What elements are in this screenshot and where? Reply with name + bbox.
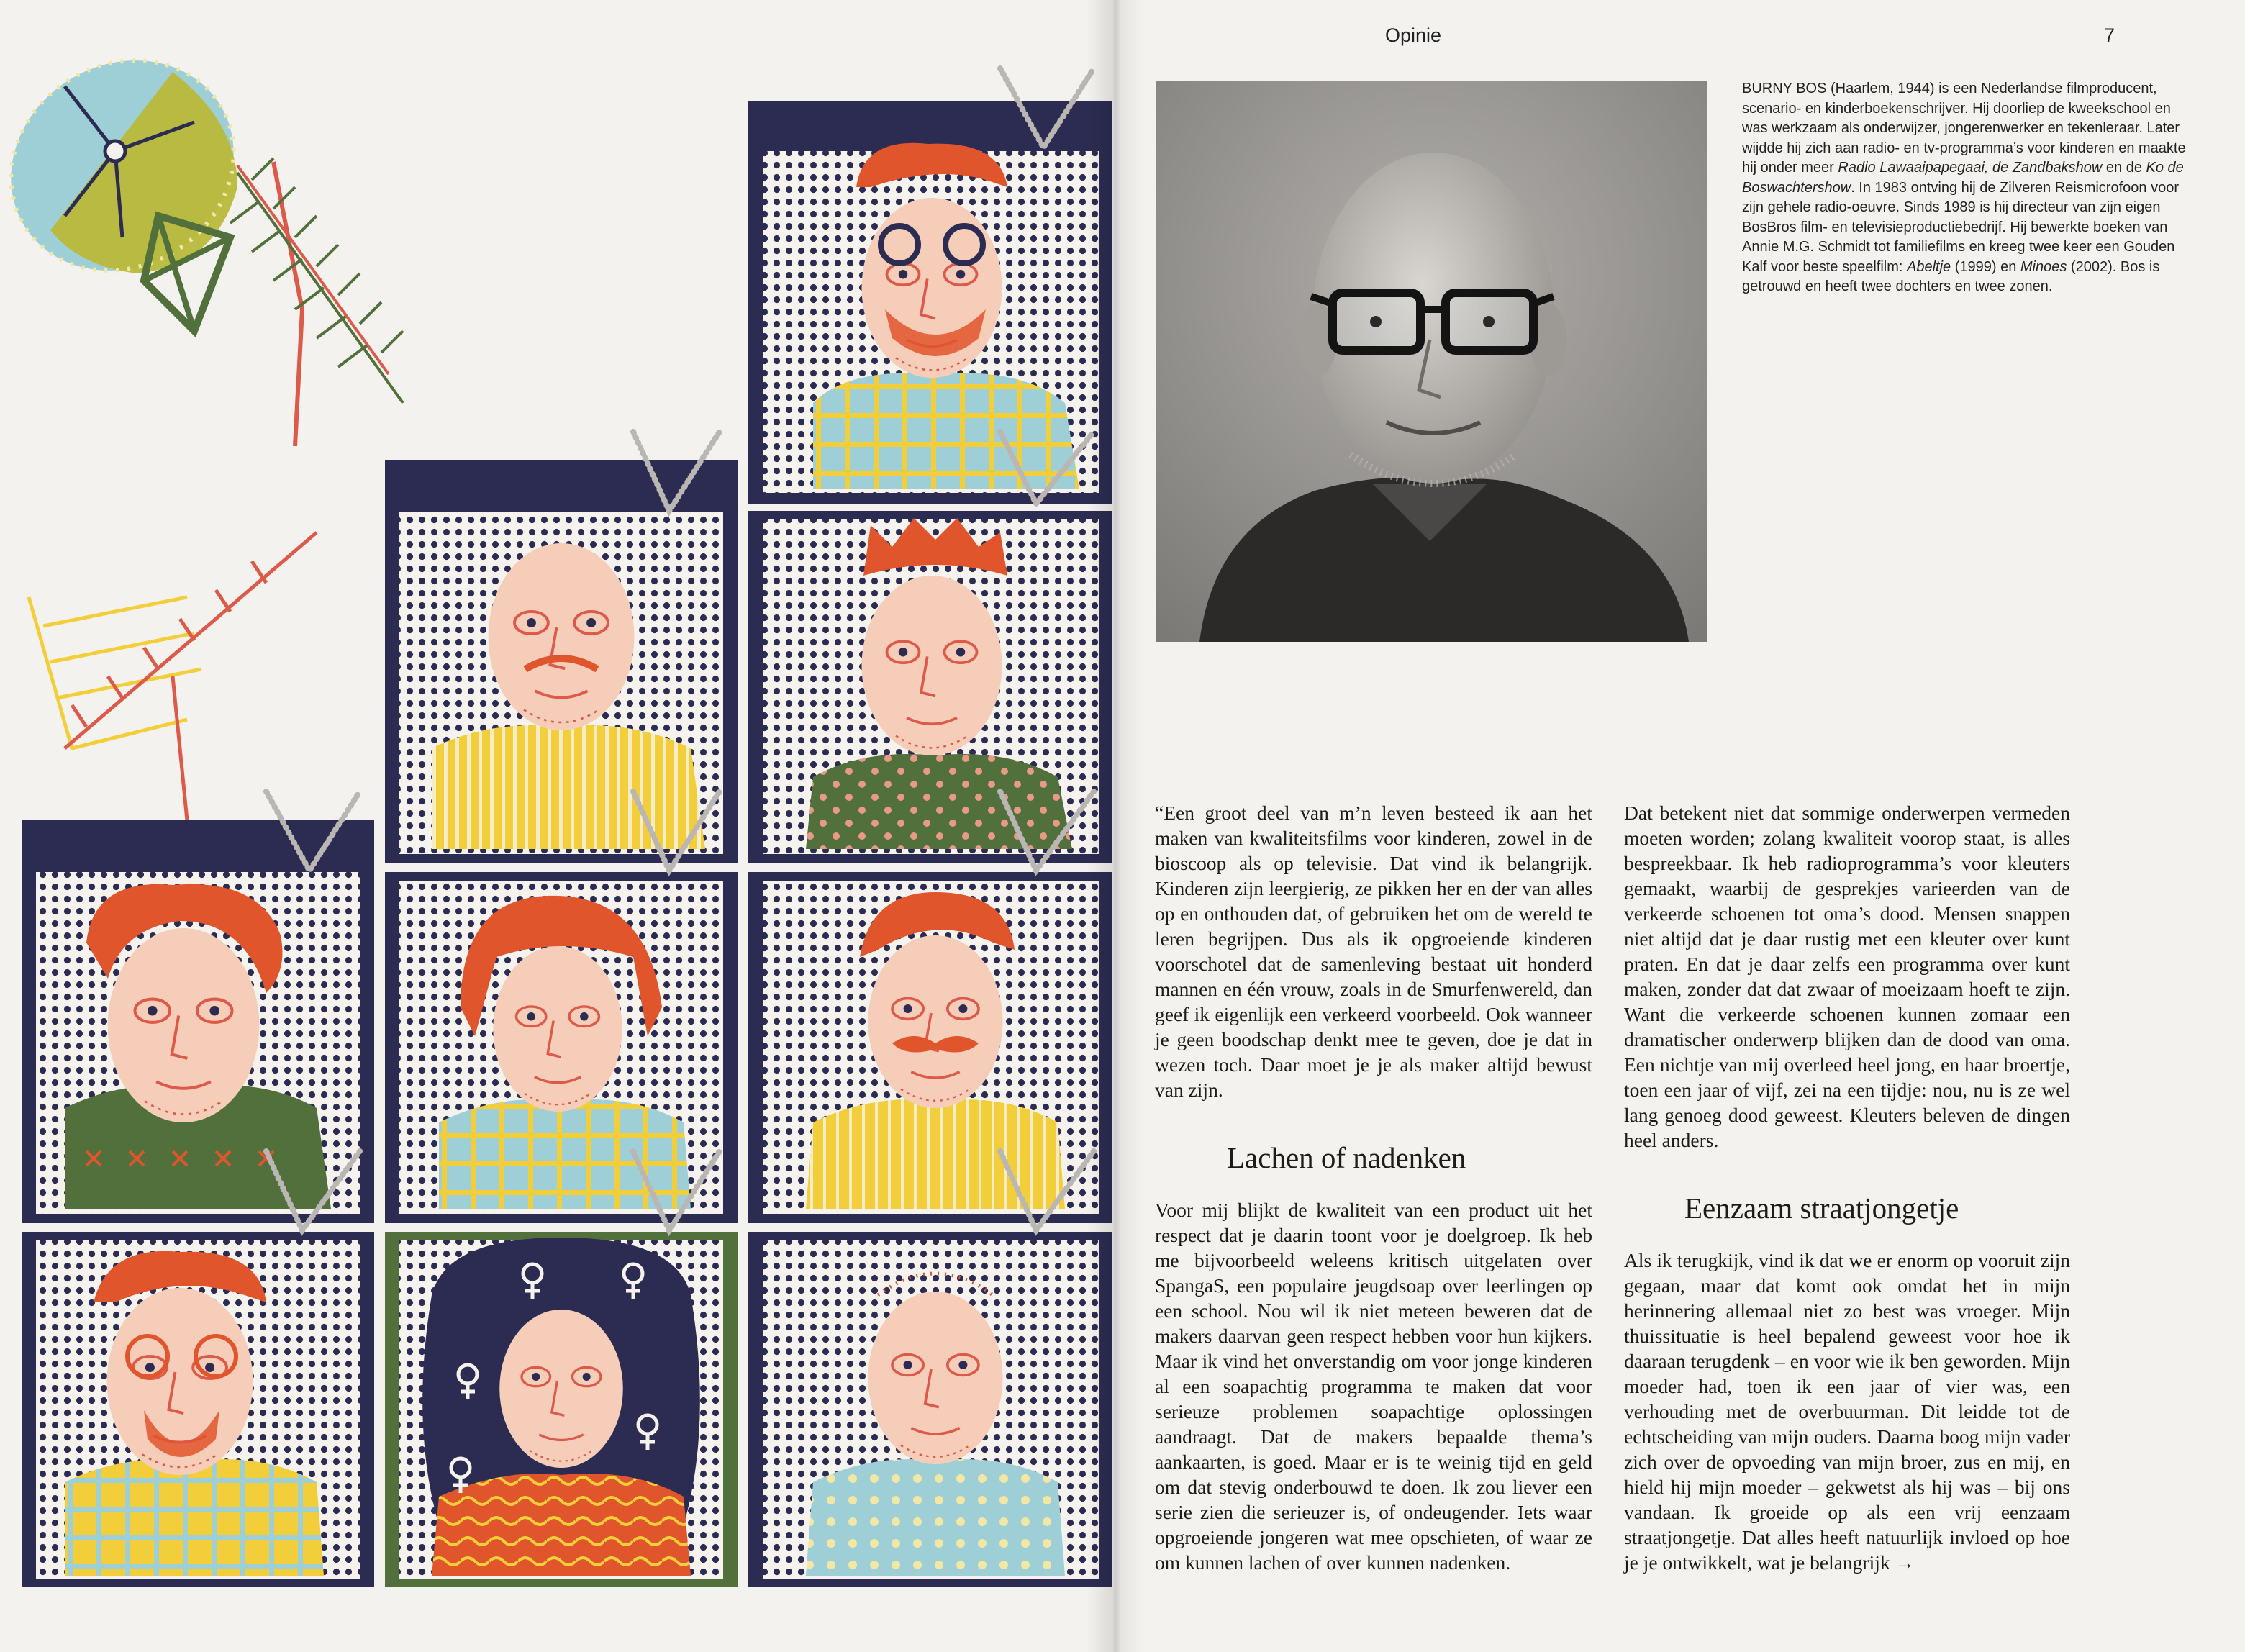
subheading-eenzaam: Eenzaam straatjongetje <box>1684 1192 1959 1225</box>
book-gutter <box>1087 0 1144 1652</box>
column-1-intro: “Een groot deel van m’n leven besteed ik aan het maken van kwaliteitsfilms voor kinderen, zowel in de bioscoop als op televisie. Dat vind ik belangrijk. Kinderen zijn leergierig, ze pikken her en der van alles op en onthouden dat, of gebruiken het om de wereld te leren begrijpen. Dus als ik opgroeiende kinderen voorschotel dat de samenleving bestaat uit honderd mannen en één vrouw, zoals in de Smurfenwereld, dan geef ik eigenlijk een verkeerd voorbeeld. Ook wanneer je geen boodschap denkt mee te geven, doe je dat in wezen toch. Daar moet je je als maker altijd bewust van zijn. <box>1155 802 1592 1101</box>
column-1-body: Voor mij blijkt de kwaliteit van een product uit het respect dat je daarin toont voor je doelgroep. Ik heb me bijvoorbeeld weleens kritisch uitgelaten over SpangaS, een populaire jeugdsoap over leerlingen op een school. Nou wil ik niet meteen beweren dat de makers daarvan geen respect hebben voor hun kijkers. Maar ik vind het onverstandig om voor jonge kinderen al een soapachtig programma te maken dat voor serieuze problemen soapachtige oplossingen aandraagt. Dat de makers bepaalde thema’s aankaarten, is goed. Maar er is te weinig tijd en geld om dat stevig onderbouwd te doen. Ik zou liever een serie zien die serieuzer is, of ondeugender. Iets waar opgroeiende jongeren wat mee opschieten, of waar ze om kunnen lachen of over kunnen nadenken. <box>1155 1199 1592 1574</box>
bio-text-4: (1999) en <box>1951 258 2020 275</box>
tv-box-1 <box>748 101 1112 504</box>
author-bio <box>1742 79 2195 297</box>
antenna-red-2 <box>65 532 317 820</box>
bio-name: BURNY BOS <box>1742 81 1827 96</box>
bio-text-1: (Haarlem, 1944) is een Nederlandse filmproducent, scenario- en kinderboekenschrijver. Hij doorliep de kweekschool en was werkzaam als onderwijzer, jongerenwerker en tekenleraar. Later wijdde hij zich aan radio- en tv-programma’s voor kinderen en maakte hij onder meer <box>1742 81 2186 176</box>
article-column-1 <box>1155 800 1592 1575</box>
section-label: Opinie <box>1385 24 1442 46</box>
bio-text-2: en de <box>2102 160 2146 176</box>
tv-box-6 <box>748 872 1112 1223</box>
portrait-photo <box>1156 81 1707 642</box>
illustration <box>0 0 1112 1652</box>
column-2-intro: Dat betekent niet dat sommige onderwerpen vermeden moeten worden; zolang kwaliteit voorop staat, is alles bespreekbaar. Ik heb radioprogramma’s voor kleuters gemaakt, waarbij de gesprekjes varieerden van de verkeerde schoenen tot oma’s dood. Mensen snappen niet altijd dat je daar rustig met een kleuter over kunt praten. En dat je daar zelfs een programma over kunt maken, zonder dat dat zwaar of moeizaam hoeft te zijn. Want die verkeerde schoenen kunnen zomaar een dramatischer onderwerp blijken dan de dood van oma. Een nichtje van mij overleed heel jong, en haar broertje, toen een jaar of vijf, zei na een tijdje: nou, nu is ze wel lang genoeg dood geweest. Kleuters beleven de dingen heel anders. <box>1624 802 2070 1151</box>
bio-title-4: Minoes <box>2020 258 2067 275</box>
antenna-yellow <box>29 597 201 748</box>
article-column-2 <box>1624 800 2070 1575</box>
subheading-lachen: Lachen of nadenken <box>1227 1141 1466 1174</box>
satellite-dish <box>0 19 273 331</box>
bio-text-5: (2002). Bos is getrouwd en heeft twee dochters en twee zonen. <box>1742 258 2160 294</box>
bio-text-3: . In 1983 ontving hij de Zilveren Reismicrofoon voor zijn gehele radio-oeuvre. Sinds 1989 is hij directeur van zijn eigen BosBros film- en televisieproductiebedrijf. Hij bewerkte boeken van Annie M.G. Schmidt tot familiefilms en kreeg twee keer een Gouden Kalf voor beste speelfilm: <box>1742 179 2179 275</box>
antenna-green <box>230 158 403 403</box>
left-page <box>0 0 1112 1652</box>
tv-box-4 <box>22 820 374 1223</box>
column-2-body: Als ik terugkijk, vind ik dat we er enorm op vooruit zijn gegaan, maar dat komt ook omdat het in mijn herinnering allemaal niet zo best was vroeger. Mijn thuissituatie is heel bepalend geweest voor hoe ik daaraan terugdenk – en voor wie ik ben geworden. Mijn moeder had, toen ik een jaar of vier was, een verhouding met de overbuurman. Dit leidde tot de echtscheiding van mijn ouders. Daarna boog mijn vader zich over de opvoeding van mijn broer, zus en mij, en hield hij mijn moeder – gekwetst als hij was – bij ons vandaan. Ik groeide op als een vrij eenzaam straatjongetje. Dat alles heeft natuurlijk invloed op hoe je je ontwikkelt, wat je belangrijk → <box>1624 1249 2070 1574</box>
bio-title-3: Abeltje <box>1907 258 1951 275</box>
tv-box-3 <box>748 511 1112 863</box>
bio-title-2: Ko de Boswachtershow <box>1742 160 2184 196</box>
tv-box-8 <box>385 1232 738 1587</box>
tv-box-5 <box>385 872 738 1223</box>
bio-title-1: Radio Lawaaipapegaai, de Zandbakshow <box>1838 160 2103 176</box>
tv-box-2 <box>385 460 738 863</box>
tv-box-9 <box>748 1232 1112 1587</box>
page-number: 7 <box>2104 24 2115 46</box>
tv-box-7 <box>22 1232 374 1587</box>
